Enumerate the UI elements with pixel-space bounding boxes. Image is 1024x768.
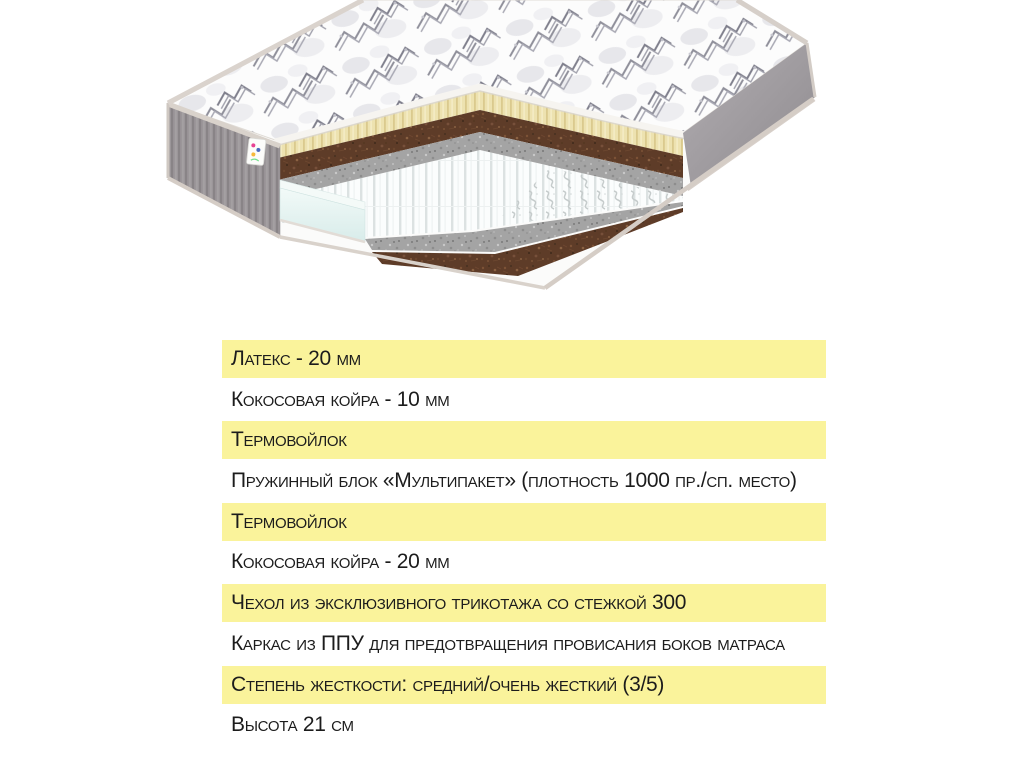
spec-row — [222, 584, 826, 622]
brand-label-icon — [246, 138, 266, 166]
spec-row-label: Термовойлок — [231, 428, 347, 452]
spec-row-label: Латекс - 20 мм — [231, 347, 361, 370]
spec-row — [222, 625, 826, 663]
mattress-cutaway-svg — [150, 0, 850, 320]
mattress-cutaway-image — [150, 0, 850, 320]
spec-row-label: Термовойлок — [231, 509, 347, 533]
spec-row — [222, 543, 826, 581]
spec-row-label: Пружинный блок «Мультипакет» (плотность 1000 пр./сп. место) — [231, 469, 797, 493]
spec-row-label: Чехол из эксклюзивного трикотажа со стежкой 300 — [231, 591, 687, 615]
spec-row — [222, 421, 826, 459]
spec-row — [222, 381, 826, 419]
spec-row-label: Высота 21 см — [231, 713, 354, 737]
spec-row-label: Степень жесткости: средний/очень жесткий (3/5) — [231, 672, 665, 696]
spec-row-label: Каркас из ППУ для предотвращения провисания боков матраса — [231, 631, 785, 655]
spec-row — [222, 340, 826, 378]
spec-row — [222, 503, 826, 541]
spec-row — [222, 462, 826, 500]
spec-row-label: Кокосовая койра - 10 мм — [231, 387, 450, 411]
spec-row-label: Кокосовая койра - 20 мм — [231, 550, 450, 574]
spec-row — [222, 706, 826, 744]
spec-row — [222, 666, 826, 704]
spec-table — [222, 340, 826, 747]
